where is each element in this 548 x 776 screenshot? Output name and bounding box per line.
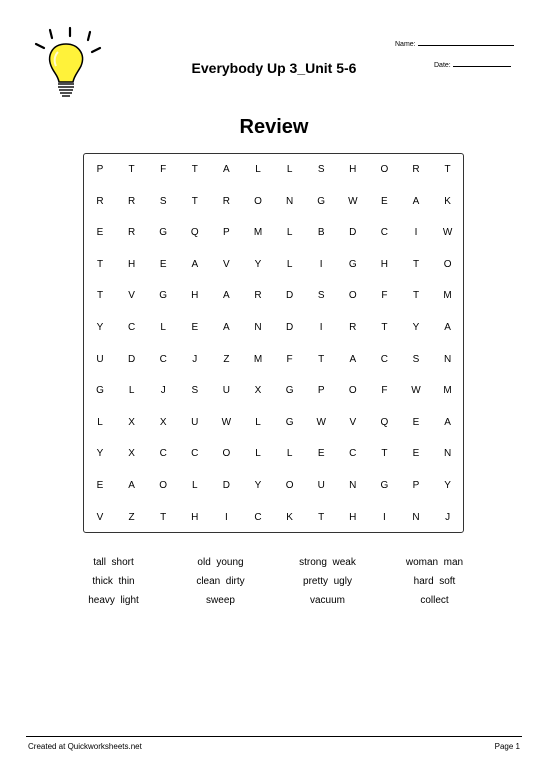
grid-letter[interactable]: C xyxy=(380,353,388,365)
grid-letter[interactable]: A xyxy=(223,322,230,333)
name-blank-line[interactable] xyxy=(418,38,514,46)
grid-letter[interactable]: O xyxy=(285,480,294,491)
grid-letter[interactable]: A xyxy=(191,258,199,270)
grid-letter[interactable]: D xyxy=(127,353,136,365)
page-heading: Review xyxy=(239,116,309,138)
grid-letter[interactable]: V xyxy=(223,258,230,270)
grid-letter[interactable]: C xyxy=(380,227,388,239)
name-label: Name: xyxy=(395,41,416,48)
grid-letter[interactable]: Y xyxy=(412,322,420,333)
grid-letter[interactable]: I xyxy=(414,227,418,239)
date-blank-line[interactable] xyxy=(453,59,511,67)
word-list-item: strong weak xyxy=(299,557,356,568)
grid-letter[interactable]: C xyxy=(159,448,167,460)
grid-letter[interactable]: G xyxy=(380,480,389,491)
word-list xyxy=(60,557,488,606)
grid-letter[interactable]: A xyxy=(444,416,451,428)
grid-letter[interactable]: T xyxy=(381,448,388,460)
grid-letter[interactable]: A xyxy=(223,290,230,302)
date-label: Date: xyxy=(434,62,451,69)
grid-letter[interactable]: T xyxy=(412,290,420,302)
grid-letter[interactable]: Z xyxy=(223,353,230,365)
grid-letter[interactable]: X xyxy=(128,448,135,460)
grid-letter[interactable]: C xyxy=(127,322,136,333)
worksheet-title: Everybody Up 3_Unit 5-6 xyxy=(191,60,357,76)
grid-letter[interactable]: L xyxy=(255,164,261,175)
grid-letter[interactable]: N xyxy=(443,353,452,365)
name-field[interactable] xyxy=(395,38,514,48)
grid-letter[interactable]: M xyxy=(443,385,452,397)
grid-letter[interactable]: L xyxy=(97,416,103,428)
grid-letter[interactable]: O xyxy=(348,385,357,397)
grid-letter[interactable]: C xyxy=(191,448,199,460)
grid-letter[interactable]: V xyxy=(349,416,357,428)
word-list-item: vacuum xyxy=(309,595,345,606)
grid-letter[interactable]: G xyxy=(96,385,104,397)
grid-letter[interactable]: E xyxy=(412,416,420,428)
grid-letter[interactable]: J xyxy=(192,353,198,365)
grid-letter[interactable]: L xyxy=(255,448,261,460)
word-search-grid xyxy=(83,153,464,533)
grid-letter[interactable]: R xyxy=(96,195,104,207)
grid-letter[interactable]: O xyxy=(443,258,452,270)
grid-letter[interactable]: T xyxy=(96,258,104,270)
grid-letter[interactable]: F xyxy=(160,164,167,175)
word-list-item: collect xyxy=(420,595,449,606)
grid-letter[interactable]: A xyxy=(412,195,420,207)
grid-letter[interactable]: N xyxy=(349,480,357,491)
grid-letter[interactable]: G xyxy=(159,290,168,302)
grid-letter[interactable]: G xyxy=(159,227,168,239)
grid-letter[interactable]: E xyxy=(412,448,420,460)
grid-letter[interactable]: H xyxy=(349,164,357,175)
grid-letter[interactable]: Y xyxy=(96,322,104,333)
grid-letter[interactable]: U xyxy=(222,385,230,397)
grid-letter[interactable]: E xyxy=(317,448,325,460)
grid-letter[interactable]: L xyxy=(128,385,135,397)
footer-divider xyxy=(26,736,522,737)
word-list-item: old young xyxy=(197,557,244,568)
grid-letter[interactable]: N xyxy=(285,195,294,207)
grid-letter[interactable]: T xyxy=(128,164,135,175)
grid-letter[interactable]: H xyxy=(380,258,388,270)
grid-letter[interactable]: H xyxy=(191,290,199,302)
grid-letter[interactable]: C xyxy=(159,353,167,365)
grid-letter[interactable]: P xyxy=(412,480,420,491)
word-list-item: sweep xyxy=(206,595,235,606)
grid-letter[interactable]: O xyxy=(222,448,231,460)
grid-letter[interactable]: P xyxy=(317,385,325,397)
grid-letter[interactable]: I xyxy=(319,258,323,270)
grid-letter[interactable]: S xyxy=(159,195,167,207)
grid-letter[interactable]: U xyxy=(317,480,325,491)
grid-letter[interactable]: T xyxy=(412,258,420,270)
grid-letter[interactable]: I xyxy=(383,511,386,523)
grid-letter[interactable]: Z xyxy=(128,511,135,523)
grid-letter[interactable]: L xyxy=(286,164,293,175)
grid-letter[interactable]: E xyxy=(191,322,199,333)
grid-letter[interactable]: S xyxy=(317,290,325,302)
grid-letter[interactable]: K xyxy=(286,511,293,523)
grid-letter[interactable]: S xyxy=(191,385,199,397)
grid-letter[interactable]: D xyxy=(285,322,294,333)
grid-letter[interactable]: S xyxy=(412,353,420,365)
grid-letter[interactable]: P xyxy=(223,227,230,239)
grid-letter[interactable]: P xyxy=(96,164,104,175)
word-list-item: pretty ugly xyxy=(303,576,352,587)
grid-letter[interactable]: T xyxy=(444,164,451,175)
grid-letter[interactable]: O xyxy=(159,480,168,491)
grid-letter[interactable]: W xyxy=(221,416,232,428)
grid-letter[interactable]: W xyxy=(316,416,326,428)
grid-letter[interactable]: R xyxy=(127,227,136,239)
grid-letter[interactable]: G xyxy=(348,258,357,270)
grid-letter[interactable]: E xyxy=(96,480,104,491)
grid-letter[interactable]: D xyxy=(349,227,357,239)
grid-letter[interactable]: F xyxy=(381,290,388,302)
grid-letter[interactable]: O xyxy=(348,290,357,302)
grid-letter[interactable]: L xyxy=(160,322,166,333)
grid-letter[interactable]: W xyxy=(411,385,421,397)
grid-letter[interactable]: T xyxy=(318,353,325,365)
grid-letter[interactable]: R xyxy=(349,322,357,333)
grid-letter[interactable]: C xyxy=(349,448,357,460)
grid-letter[interactable]: D xyxy=(222,480,230,491)
grid-letter[interactable]: L xyxy=(192,480,198,491)
grid-letter[interactable]: H xyxy=(191,511,199,523)
grid-letter[interactable]: G xyxy=(317,195,326,207)
grid-letter[interactable]: U xyxy=(96,353,104,365)
grid-letter[interactable]: W xyxy=(442,227,453,239)
grid-letter[interactable]: X xyxy=(128,416,135,428)
grid-letter[interactable]: B xyxy=(317,227,325,239)
word-list-item: heavy light xyxy=(88,595,139,606)
grid-letter[interactable]: C xyxy=(254,511,262,523)
grid-letter[interactable]: I xyxy=(225,511,228,523)
grid-letter[interactable]: T xyxy=(318,511,325,523)
grid-letter[interactable]: N xyxy=(254,322,262,333)
word-list-item: hard soft xyxy=(413,576,456,587)
grid-letter[interactable]: T xyxy=(191,195,198,207)
grid-letter[interactable]: X xyxy=(159,416,167,428)
grid-letter[interactable]: O xyxy=(380,164,389,175)
word-list-item: thick thin xyxy=(92,576,135,587)
grid-letter[interactable]: Q xyxy=(380,416,389,428)
grid-letter[interactable]: M xyxy=(253,227,263,239)
grid-letter[interactable]: R xyxy=(222,195,230,207)
grid-letter[interactable]: R xyxy=(254,290,262,302)
word-list-item: tall short xyxy=(93,557,134,568)
grid-letter[interactable]: A xyxy=(444,322,451,333)
grid-letter[interactable]: W xyxy=(348,195,358,207)
grid-letter[interactable]: Y xyxy=(444,480,451,491)
grid-letter[interactable]: F xyxy=(286,353,293,365)
grid-letter[interactable]: I xyxy=(319,322,323,333)
grid-letter[interactable]: A xyxy=(349,353,357,365)
grid-letter[interactable]: V xyxy=(128,290,135,302)
grid-letter[interactable]: Y xyxy=(254,258,262,270)
grid-letter[interactable]: R xyxy=(127,195,136,207)
word-list-item: woman man xyxy=(405,557,464,568)
grid-letter[interactable]: J xyxy=(160,385,166,397)
grid-letter[interactable]: M xyxy=(253,353,263,365)
grid-letter[interactable]: E xyxy=(381,195,388,207)
footer-credit: Created at Quickworksheets.net xyxy=(28,742,142,751)
grid-letter[interactable]: A xyxy=(223,164,230,175)
grid-letter[interactable]: D xyxy=(285,290,294,302)
grid-letter[interactable]: L xyxy=(286,448,293,460)
word-list-item: clean dirty xyxy=(196,576,245,587)
grid-letter[interactable]: L xyxy=(286,227,293,239)
grid-letter[interactable]: Y xyxy=(96,448,104,460)
grid-letter[interactable]: X xyxy=(254,385,262,397)
grid-letter[interactable]: T xyxy=(96,290,104,302)
grid-letter[interactable]: Q xyxy=(190,227,199,239)
grid-letter[interactable]: G xyxy=(285,385,294,397)
grid-letter[interactable]: O xyxy=(254,195,262,207)
grid-letter[interactable]: L xyxy=(255,416,261,428)
grid-letter[interactable]: T xyxy=(160,511,167,523)
grid-letter[interactable]: M xyxy=(443,290,452,302)
grid-letter[interactable]: N xyxy=(412,511,420,523)
grid-letter[interactable]: N xyxy=(443,448,452,460)
grid-letter[interactable]: V xyxy=(96,511,104,523)
grid-letter[interactable]: Y xyxy=(254,480,262,491)
grid-letter[interactable]: E xyxy=(96,227,104,239)
grid-letter[interactable]: U xyxy=(191,416,199,428)
grid-letter[interactable]: E xyxy=(159,258,167,270)
grid-letter[interactable]: F xyxy=(381,385,388,397)
page-number: Page 1 xyxy=(494,742,520,751)
grid-letter[interactable]: H xyxy=(127,258,136,270)
grid-letter[interactable]: J xyxy=(445,511,451,523)
grid-letter[interactable]: H xyxy=(349,511,357,523)
grid-letter[interactable]: L xyxy=(286,258,293,270)
grid-letter[interactable]: R xyxy=(412,164,420,175)
grid-letter[interactable]: A xyxy=(128,480,135,491)
grid-letter[interactable]: T xyxy=(381,322,388,333)
grid-letter[interactable]: G xyxy=(285,416,294,428)
grid-letter[interactable]: K xyxy=(444,195,451,207)
grid-letter[interactable]: S xyxy=(317,164,325,175)
date-field[interactable] xyxy=(434,59,511,69)
grid-letter[interactable]: T xyxy=(191,164,198,175)
